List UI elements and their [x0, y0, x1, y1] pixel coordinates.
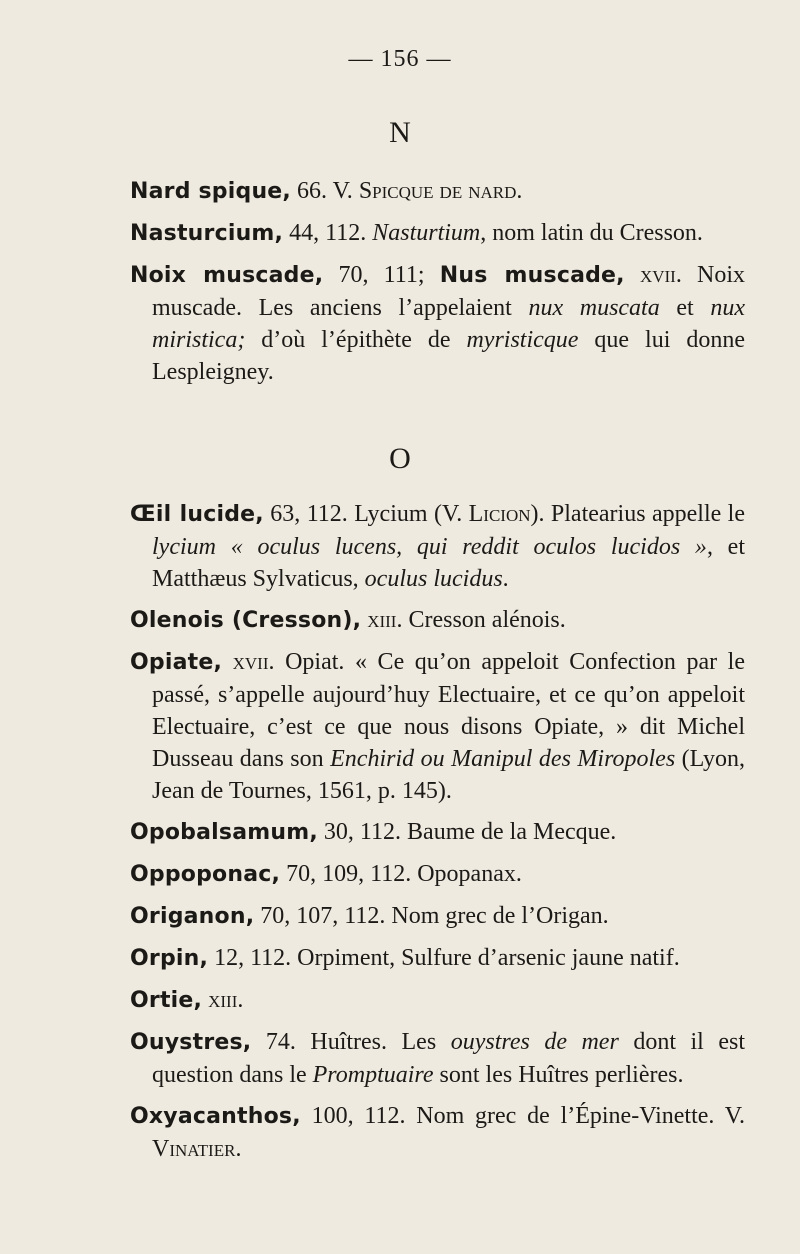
entry-headword: Oxyacanthos, [130, 1104, 301, 1129]
entry-text: (Lyon, Jean de Tournes, 1561, p. 145). [152, 746, 745, 804]
entry-text: . Cresson alénois. [396, 607, 566, 633]
entry-text: 66. V. [291, 178, 359, 204]
entry-text: , et Matthæus Sylvaticus, [152, 534, 745, 592]
entry-italic-text: Enchirid ou Manipul des Miropoles [330, 746, 676, 772]
glossary-entry [130, 900, 745, 933]
entry-headword: Opiate, [130, 650, 223, 675]
glossary-entry [130, 498, 745, 595]
entry-headword: Orpin, [130, 946, 209, 971]
entry-italic-text: Promptuaire [312, 1062, 434, 1088]
entry-text: sont les Huîtres perlières. [433, 1062, 684, 1088]
entry-text: d’où l’épithète de [245, 327, 467, 353]
entry-small-caps: xiii [367, 607, 397, 633]
entry-text: 44, 112. [283, 220, 373, 246]
entry-italic-text: lycium « oculus lucens, qui reddit oculos lucidos » [152, 534, 707, 560]
entry-italic-text: Nasturtium [372, 220, 481, 246]
entry-text [625, 262, 640, 288]
section-letter-n: N [389, 116, 411, 149]
entry-text: 30, 112. Baume de la Mecque. [317, 819, 617, 845]
entry-text: . [502, 566, 509, 592]
entry-small-caps: Vinatier [152, 1136, 236, 1162]
entry-text: 100, 112. Nom grec de l’Épine-Vinette. V. [300, 1103, 745, 1129]
entry-text: ). Platearius appelle le [530, 501, 746, 527]
entry-text: dont il est question dans le [152, 1029, 746, 1088]
glossary-entry [130, 1026, 745, 1091]
entry-italic-text: myristicque [466, 327, 579, 353]
entry-text: 70, 107, 112. Nom grec de l’Origan. [254, 903, 609, 929]
glossary-entry [130, 217, 745, 250]
entry-subheadword: Nus muscade, [439, 263, 625, 288]
entry-small-caps: xvii [639, 262, 676, 288]
entries-section-n [130, 175, 745, 397]
entries-section-o [130, 498, 745, 1174]
glossary-entry [130, 259, 745, 388]
entry-text: 12, 112. Orpiment, Sulfure d’arsenic jaune natif. [208, 945, 680, 971]
glossary-entry [130, 816, 745, 849]
entry-text: 70, 111; [323, 262, 440, 288]
page-number: — 156 — [348, 46, 452, 72]
section-letter-o: O [389, 442, 411, 475]
entry-text: . Opiat. « Ce qu’on appeloit Confection par le passé, s’appelle aujourd’huy Electuaire, et ce qu’on appeloit Electuaire, c’est ce que nous disons Opiate, » dit Michel Dusseau dans son [152, 649, 745, 772]
entry-text: . Noix muscade. Les anciens l’appelaient [152, 262, 746, 321]
entry-small-caps: Licion [468, 501, 531, 527]
entry-headword: Noix muscade, [130, 263, 324, 288]
entry-headword: Origanon, [130, 904, 255, 929]
entry-small-caps: xiii [208, 987, 238, 1013]
entry-text: 74. Huîtres. Les [251, 1029, 451, 1055]
entry-headword: Nasturcium, [130, 221, 284, 246]
entry-text: que lui donne Lespleigney. [152, 327, 745, 385]
entry-italic-text: oculus lucidus [364, 566, 503, 592]
glossary-entry [130, 942, 745, 975]
glossary-entry [130, 646, 745, 807]
entry-headword: Nard spique, [130, 179, 291, 204]
entry-text: et [659, 295, 711, 321]
entry-italic-text: nux miristica; [152, 295, 745, 353]
glossary-entry [130, 984, 745, 1017]
entry-small-caps: Spicque de nard [358, 178, 517, 204]
entry-headword: Ortie, [130, 988, 203, 1013]
glossary-entry [130, 175, 745, 208]
entry-headword: Œil lucide, [130, 502, 264, 527]
glossary-entry [130, 604, 745, 637]
entry-text: 63, 112. Lycium (V. [263, 501, 469, 527]
entry-headword: Oppoponac, [130, 862, 281, 887]
entry-headword: Ouystres, [130, 1030, 252, 1055]
entry-text: 70, 109, 112. Opopanax. [280, 861, 522, 887]
entry-headword: Opobalsamum, [130, 820, 318, 845]
entry-italic-text: nux muscata [528, 295, 660, 321]
entry-headword: Olenois (Cresson), [130, 608, 362, 633]
entry-small-caps: xvii [232, 649, 269, 675]
glossary-entry [130, 858, 745, 891]
entry-text [222, 649, 233, 675]
entry-italic-text: ouystres de mer [450, 1029, 619, 1055]
entry-text: , nom latin du Cresson. [480, 220, 703, 246]
entry-text: . [237, 987, 244, 1013]
glossary-entry [130, 1100, 745, 1165]
entry-text: . [516, 178, 523, 204]
entry-text: . [235, 1136, 242, 1162]
